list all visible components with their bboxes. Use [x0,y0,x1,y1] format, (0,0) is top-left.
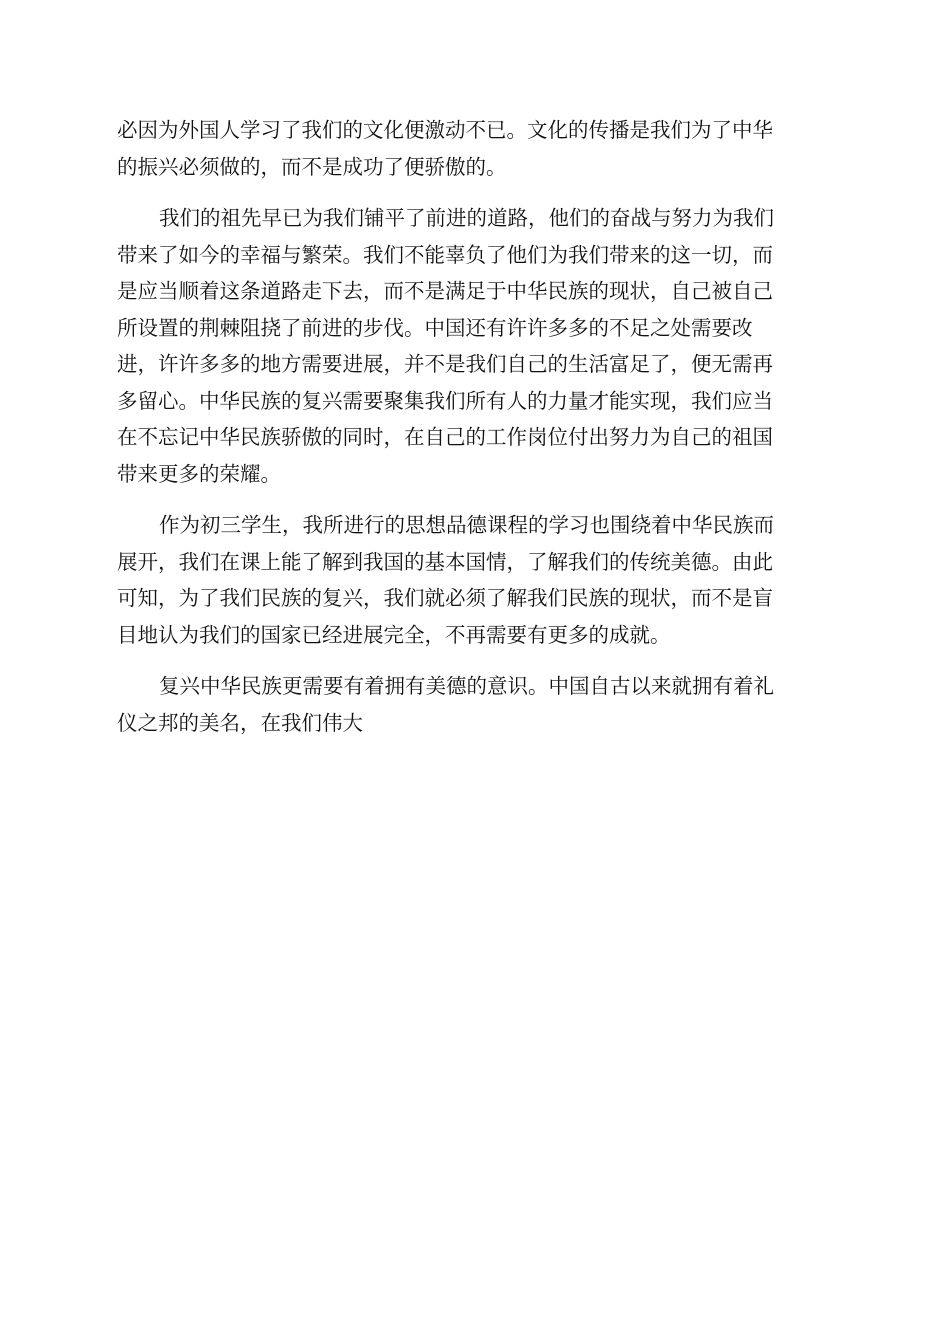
paragraph-line: 的振兴必须做的，而不是成功了便骄傲的。 [117,154,507,179]
paragraph-line: 所设置的荆棘阻挠了前进的步伐。中国还有许许多多的不足之处需要改 [117,315,753,340]
paragraph-line: 带来更多的荣耀。 [117,461,281,486]
paragraph-line: 多留心。中华民族的复兴需要聚集我们所有人的力量才能实现，我们应当 [117,388,773,413]
paragraph-line: 进，许许多多的地方需要进展，并不是我们自己的生活富足了，便无需再 [117,352,773,376]
paragraph-line: 在不忘记中华民族骄傲的同时，在自己的工作岗位付出努力为自己的祖国 [117,425,773,449]
paragraph-line: 作为初三学生，我所进行的思想品德课程的学习也围绕着中华民族而 [159,513,774,537]
paragraph-line: 是应当顺着这条道路走下去，而不是满足于中华民族的现状，自己被自己 [117,279,773,303]
paragraph-line: 仪之邦的美名，在我们伟大 [117,710,363,735]
paragraph-line: 我们的祖先早已为我们铺平了前进的道路，他们的奋战与努力为我们 [159,206,774,230]
paragraph-2 [117,200,833,492]
paragraph-line: 复兴中华民族更需要有着拥有美德的意识。中国自古以来就拥有着礼 [159,674,774,698]
paragraph-4 [117,668,833,741]
paragraph-line: 目地认为我们的国家已经进展完全，不再需要有更多的成就。 [117,622,671,647]
paragraph-3 [117,507,833,653]
paragraph-1 [117,112,833,185]
paragraph-line: 必因为外国人学习了我们的文化便激动不已。文化的传播是我们为了中华 [117,118,773,142]
paragraph-line: 展开，我们在课上能了解到我国的基本国情，了解我们的传统美德。由此 [117,549,773,574]
document-body [117,112,833,741]
paragraph-line: 带来了如今的幸福与繁荣。我们不能辜负了他们为我们带来的这一切，而 [117,242,773,267]
paragraph-line: 可知，为了我们民族的复兴，我们就必须了解我们民族的现状，而不是盲 [117,586,773,610]
